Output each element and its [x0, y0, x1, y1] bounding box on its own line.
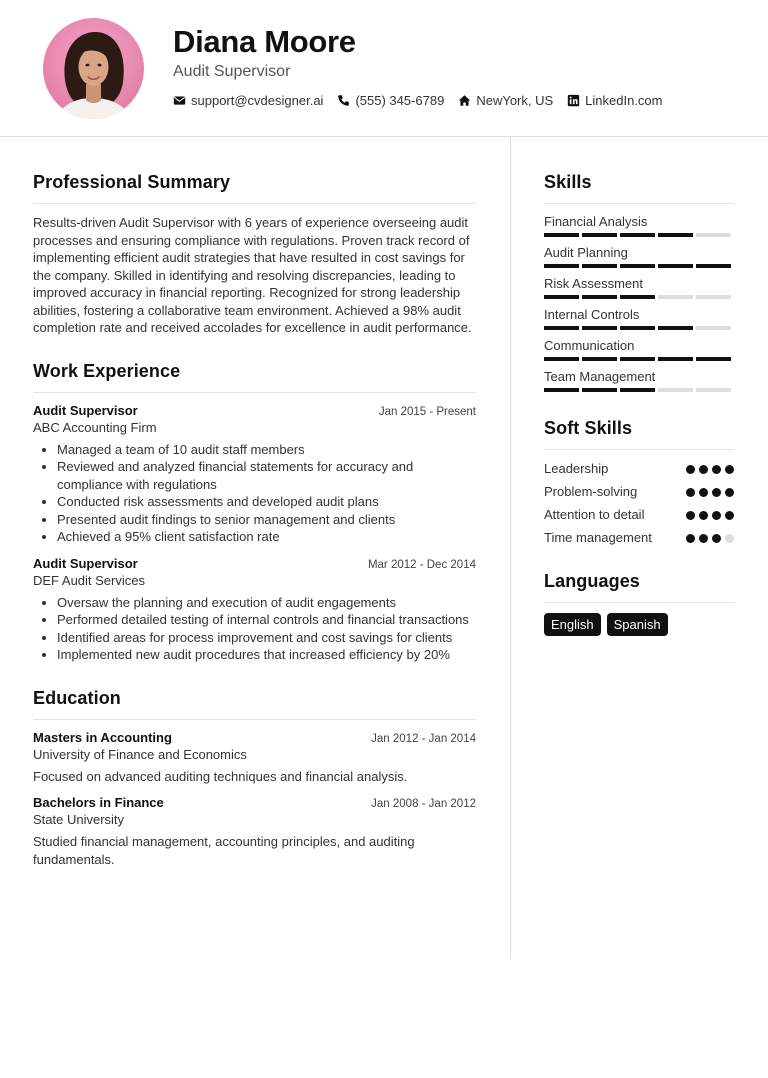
job-bullet: • Presented audit findings to senior management and clients — [57, 511, 476, 529]
rating-dot — [725, 534, 734, 543]
soft-skills-section — [544, 418, 734, 547]
job-bullet: • Achieved a 95% client satisfaction rate — [57, 528, 476, 546]
soft-skill-name: Time management — [544, 530, 652, 545]
skill-level-segment — [620, 264, 655, 268]
skill-name: Internal Controls — [544, 307, 640, 322]
skill-level-bar — [544, 357, 734, 361]
skill-level-bar — [544, 264, 734, 268]
skill-level-segment — [544, 357, 579, 361]
skill-level-bar — [544, 233, 734, 237]
skill-level-segment — [620, 295, 655, 299]
skill-level-bar — [544, 388, 734, 392]
summary-section — [33, 172, 476, 337]
summary-text: Results-driven Audit Supervisor with 6 years of experience overseeing audit processes and ensuring compliance with regulations. Proven track record of implementing efficient audit strategies that have resulted in cost savings for the company. Skilled in identifying and resolving discrepancies, leading to improved accuracy in financial reporting. Recognized for strong leadership abilities, fostering a collaborative team environment. Achieved a 98% audit completion rate and received accolades for excellence in audit performance. — [33, 215, 472, 335]
skill-level-segment — [582, 295, 617, 299]
experience-heading: Work Experience — [33, 361, 476, 393]
skill-level-segment — [658, 233, 693, 237]
education-dates: Jan 2008 - Jan 2012 — [371, 798, 476, 810]
experience-section — [33, 361, 476, 664]
envelope-icon — [173, 94, 186, 107]
rating-dot — [699, 488, 708, 497]
education-description: Studied financial management, accounting principles, and auditing fundamentals. — [33, 834, 415, 867]
job-bullets — [33, 441, 476, 546]
skill-level-segment — [696, 357, 731, 361]
rating-dot — [699, 534, 708, 543]
rating-dot — [686, 465, 695, 474]
skill-level-segment — [620, 233, 655, 237]
avatar — [43, 18, 144, 119]
sidebar-column — [544, 172, 734, 636]
linkedin-icon — [567, 94, 580, 107]
skills-heading: Skills — [544, 172, 734, 204]
rating-dot — [699, 465, 708, 474]
soft-skill-item — [544, 460, 734, 478]
skill-level-segment — [620, 388, 655, 392]
soft-skill-name: Problem-solving — [544, 484, 638, 499]
contact-location — [458, 93, 553, 108]
job-dates: Mar 2012 - Dec 2014 — [367, 558, 476, 571]
skill-level-bar — [544, 295, 734, 299]
candidate-name: Diana Moore — [173, 24, 356, 59]
skill-level-segment — [696, 233, 731, 237]
job-entry — [33, 556, 476, 664]
job-company: DEF Audit Services — [33, 572, 145, 588]
skill-item — [544, 369, 734, 392]
home-icon — [458, 94, 471, 107]
skill-level-segment — [544, 388, 579, 392]
skill-level-segment — [658, 264, 693, 268]
rating-dot — [725, 511, 734, 520]
summary-heading: Professional Summary — [33, 172, 476, 204]
skill-item — [544, 338, 734, 361]
skills-section — [544, 172, 734, 392]
job-title: Audit Supervisor — [33, 402, 138, 418]
soft-skill-name: Leadership — [544, 461, 609, 476]
school-name: State University — [33, 812, 125, 827]
skill-level-segment — [696, 295, 731, 299]
rating-dot — [712, 534, 721, 543]
portrait-image — [43, 18, 144, 119]
education-dates: Jan 2012 - Jan 2014 — [371, 732, 476, 745]
contact-linkedin-text: LinkedIn.com — [585, 93, 663, 108]
skill-level-segment — [696, 264, 731, 268]
soft-skill-item — [544, 529, 734, 547]
school-name: University of Finance and Economics — [33, 746, 247, 762]
rating-dot — [686, 488, 695, 497]
main-column — [33, 172, 476, 878]
language-tag: English — [544, 613, 601, 636]
skill-level-segment — [544, 264, 579, 268]
job-entry — [33, 403, 476, 546]
rating-dot — [686, 534, 695, 543]
education-section — [33, 688, 476, 869]
skill-level-segment — [658, 295, 693, 299]
soft-skill-rating — [686, 506, 734, 520]
job-company: ABC Accounting Firm — [33, 419, 157, 435]
contact-phone-text: (555) 345-6789 — [355, 93, 445, 108]
soft-skill-item — [544, 483, 734, 501]
skill-level-segment — [658, 326, 693, 330]
contact-email-text: support@cvdesigner.ai — [191, 93, 324, 108]
skill-name: Audit Planning — [544, 245, 628, 260]
soft-skills-heading: Soft Skills — [544, 418, 734, 450]
job-dates: Jan 2015 - Present — [378, 405, 476, 418]
skill-level-segment — [544, 295, 579, 299]
skill-level-segment — [658, 357, 693, 361]
soft-skill-rating — [686, 460, 734, 474]
job-bullet: • Implemented new audit procedures that increased efficiency by 20% — [57, 646, 476, 664]
skill-level-segment — [620, 357, 655, 361]
education-heading: Education — [33, 688, 476, 720]
job-bullet: • Reviewed and analyzed financial statements for accuracy and compliance with regulations — [57, 458, 476, 493]
candidate-title: Audit Supervisor — [173, 63, 291, 80]
skill-level-segment — [696, 326, 731, 330]
skill-level-segment — [582, 388, 617, 392]
rating-dot — [712, 488, 721, 497]
skill-level-segment — [544, 326, 579, 330]
rating-dot — [699, 511, 708, 520]
skill-level-segment — [582, 264, 617, 268]
education-description: Focused on advanced auditing techniques and financial analysis. — [33, 768, 408, 784]
rating-dot — [725, 465, 734, 474]
skill-level-segment — [544, 233, 579, 237]
contact-email[interactable] — [173, 93, 323, 108]
skill-level-segment — [658, 388, 693, 392]
skills-list — [544, 214, 734, 392]
rating-dot — [686, 511, 695, 520]
job-bullet: • Oversaw the planning and execution of audit engagements — [57, 594, 476, 612]
skill-name: Communication — [544, 338, 635, 353]
job-title: Audit Supervisor — [33, 555, 138, 571]
skill-item — [544, 214, 734, 237]
job-bullet: • Identified areas for process improvement and cost savings for clients — [57, 629, 476, 647]
languages-section — [544, 571, 734, 636]
phone-icon — [337, 94, 350, 107]
rating-dot — [725, 488, 734, 497]
soft-skill-rating — [686, 483, 734, 497]
skill-name: Risk Assessment — [544, 276, 643, 291]
skill-item — [544, 245, 734, 268]
skill-level-segment — [582, 357, 617, 361]
column-divider — [510, 137, 511, 959]
skill-level-segment — [582, 233, 617, 237]
skill-item — [544, 276, 734, 299]
education-entry — [33, 795, 476, 868]
resume-header — [0, 0, 768, 137]
skill-level-bar — [544, 326, 734, 330]
soft-skill-item — [544, 506, 734, 524]
contact-location-text: NewYork, US — [476, 93, 554, 108]
degree-title: Masters in Accounting — [33, 729, 172, 745]
skill-name: Team Management — [544, 369, 656, 384]
rating-dot — [712, 511, 721, 520]
soft-skill-rating — [686, 529, 734, 543]
skill-level-segment — [620, 326, 655, 330]
degree-title: Bachelors in Finance — [33, 795, 164, 810]
contact-linkedin[interactable] — [567, 93, 662, 108]
contact-list — [173, 93, 663, 108]
job-bullets — [33, 594, 476, 664]
job-bullet: • Managed a team of 10 audit staff members — [57, 441, 476, 459]
job-bullet: • Performed detailed testing of internal controls and financial transactions — [57, 611, 476, 629]
education-entry — [33, 730, 476, 786]
skill-level-segment — [696, 388, 731, 392]
skill-name: Financial Analysis — [544, 214, 648, 229]
rating-dot — [712, 465, 721, 474]
languages-heading: Languages — [544, 571, 734, 603]
language-tags — [544, 613, 734, 636]
skill-item — [544, 307, 734, 330]
contact-phone[interactable] — [337, 93, 444, 108]
skill-level-segment — [582, 326, 617, 330]
soft-skill-name: Attention to detail — [544, 507, 645, 522]
job-bullet: • Conducted risk assessments and developed audit plans — [57, 493, 476, 511]
language-tag: Spanish — [607, 613, 668, 636]
